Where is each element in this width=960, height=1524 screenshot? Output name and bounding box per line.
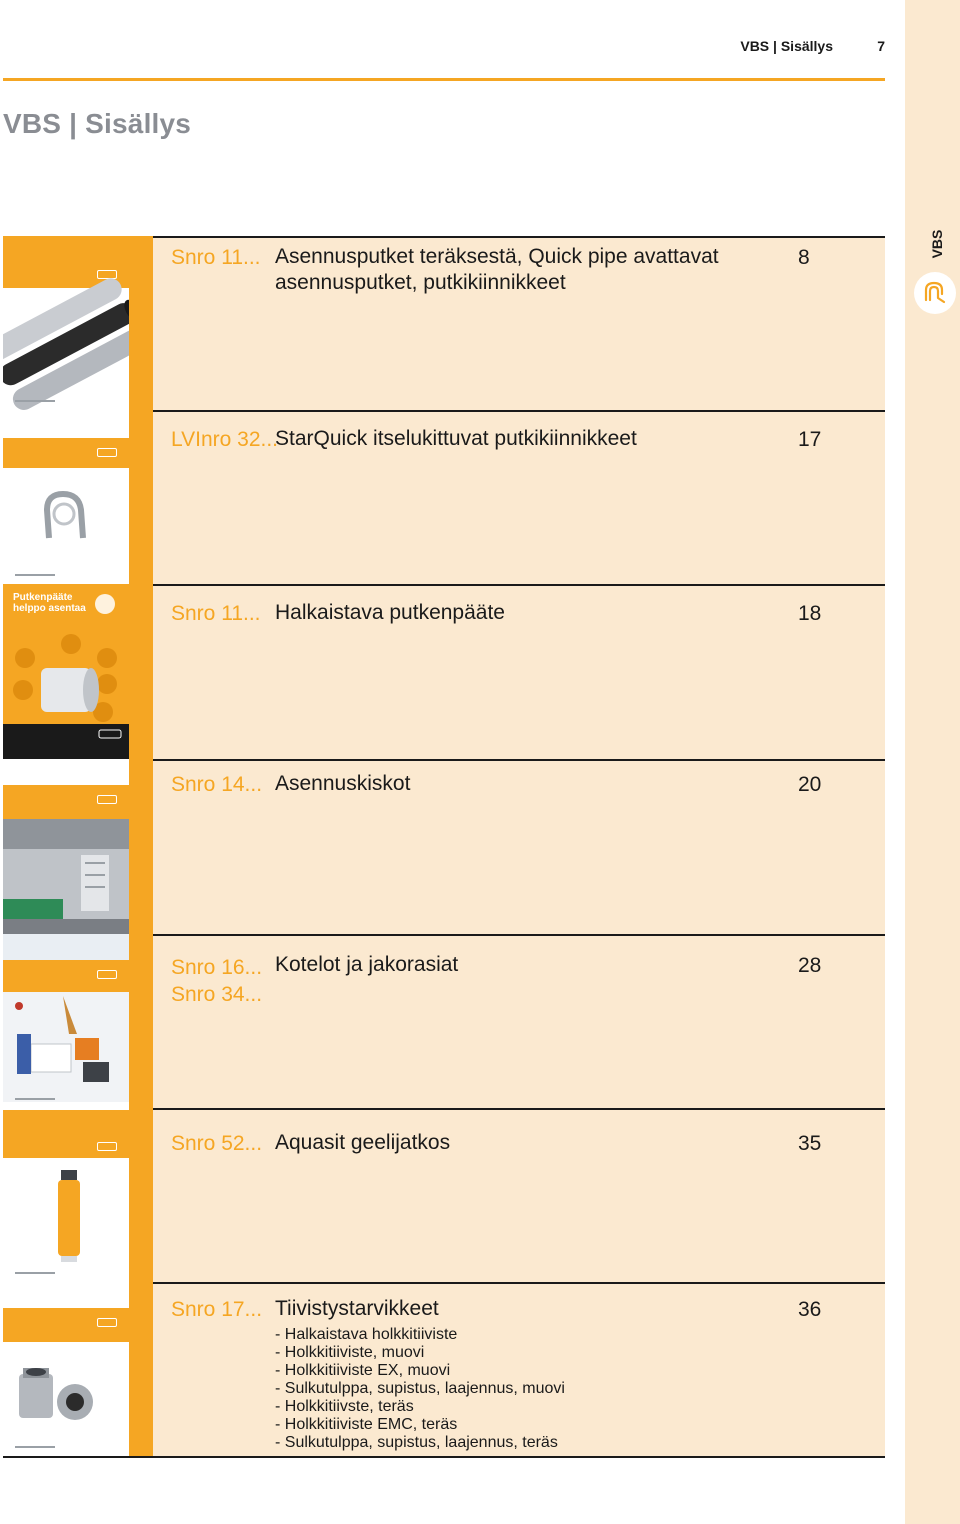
toc-row[interactable]: [3, 1108, 885, 1282]
toc-snro: [171, 954, 262, 1008]
toc-description-line: asennusputket, putkikiinnikkeet: [275, 271, 566, 294]
starquick-clip-cover: [3, 410, 129, 584]
toc-snro: Snro 11...: [171, 246, 261, 269]
cover-footer: [15, 1272, 55, 1274]
header-rule: [3, 78, 885, 81]
toc-page-number: 8: [798, 246, 810, 269]
cover-title: Putkenpääte helppo asentaa: [13, 592, 86, 614]
toc-subitem: - Sulkutulppa, supistus, laajennus, muovi: [275, 1380, 565, 1397]
cover-spine: [129, 1108, 153, 1282]
page-header: [0, 38, 885, 58]
toc-description: [275, 600, 505, 626]
toc-bottom-rule: [3, 1456, 885, 1458]
toc-subitem: - Holkkitiiviste, muovi: [275, 1344, 425, 1361]
toc-snro: Snro 14...: [171, 773, 263, 796]
clamp-icon: [914, 272, 956, 314]
mounting-rails-cover: [3, 759, 129, 934]
toc-subitem: - Holkkitiivste, teräs: [275, 1398, 414, 1415]
header-title: VBS | Sisällys: [740, 38, 833, 54]
toc-snro: Snro 52...: [171, 1132, 263, 1155]
toc-row[interactable]: [3, 584, 885, 759]
toc-page-number: 35: [798, 1132, 822, 1155]
toc-description-line: Asennusputket teräksestä, Quick pipe avattavat: [275, 245, 719, 268]
toc-page-number: 17: [798, 428, 822, 451]
toc-snro: Snro 11...: [171, 602, 261, 625]
aquasit-gel-cover: [3, 1108, 129, 1282]
cover-spine: [129, 584, 153, 759]
toc-description: [275, 1296, 439, 1322]
toc-description: [275, 952, 458, 978]
toc-subitem: - Holkkitiiviste EX, muovi: [275, 1362, 451, 1379]
toc-snro: Snro 17...: [171, 1298, 263, 1321]
cover-spine: [129, 934, 153, 1108]
pipe-end-illustration: [3, 584, 129, 759]
cable-glands-illustration: [3, 1282, 129, 1456]
toc-description: [275, 1130, 450, 1156]
cover-footer: [15, 574, 55, 576]
toc-page-number: 28: [798, 954, 822, 977]
toc-subitem-list: [275, 1326, 565, 1452]
toc-description-line: Asennuskiskot: [275, 772, 411, 795]
steel-pipes-illustration: [3, 236, 129, 410]
toc-page-number: 36: [798, 1298, 822, 1321]
cover-footer: [15, 1446, 55, 1448]
toc-description: [275, 426, 637, 452]
toc-row-background: [153, 1108, 885, 1282]
aquasit-tube-illustration: [3, 1108, 129, 1282]
toc-description-line: Aquasit geelijatkos: [275, 1131, 451, 1154]
toc-description-line: StarQuick itselukittuvat putkikiinnikkeet: [275, 427, 637, 450]
toc-description-line: Tiivistystarvikkeet: [275, 1297, 439, 1320]
header-page-number: 7: [877, 38, 885, 54]
cable-glands-cover: [3, 1282, 129, 1456]
toc-row[interactable]: [3, 1282, 885, 1456]
toc-description: [275, 771, 410, 797]
side-tab-label: VBS: [929, 229, 945, 259]
page-title: VBS | Sisällys: [3, 108, 192, 139]
starquick-clip-illustration: [3, 410, 129, 584]
steel-pipes-cover: [3, 236, 129, 410]
cover-spine: [129, 1282, 153, 1456]
cover-footer: [15, 400, 55, 402]
cover-spine: [129, 410, 153, 584]
toc-subitem: - Holkkitiiviste EMC, teräs: [275, 1416, 458, 1433]
toc-snro-line: Snro 16...: [171, 956, 263, 979]
toc-row[interactable]: [3, 410, 885, 584]
enclosures-illustration: [3, 934, 129, 1108]
toc-snro-line: Snro 34...: [171, 983, 263, 1006]
cover-footer: [15, 1098, 55, 1100]
toc-page-number: 20: [798, 773, 822, 796]
toc-subitem: - Halkaistava holkkitiiviste: [275, 1326, 458, 1343]
enclosures-cover: [3, 934, 129, 1108]
toc-row[interactable]: [3, 759, 885, 934]
toc-description: [275, 244, 719, 296]
toc-subitem: - Sulkutulppa, supistus, laajennus, teräs: [275, 1434, 558, 1451]
cover-spine: [129, 236, 153, 410]
toc-page-number: 18: [798, 602, 822, 625]
pipe-end-cover: [3, 584, 129, 759]
toc-row-background: [153, 584, 885, 759]
toc-row[interactable]: [3, 934, 885, 1108]
toc-row-background: [153, 934, 885, 1108]
toc-description-line: Halkaistava putkenpääte: [275, 601, 505, 624]
cover-spine: [129, 759, 153, 934]
toc-description-line: Kotelot ja jakorasiat: [275, 953, 459, 976]
toc-row[interactable]: [3, 236, 885, 410]
mounting-rails-illustration: [3, 759, 129, 934]
toc-row-background: [153, 759, 885, 934]
toc-snro: LVInro 32...: [171, 428, 279, 451]
